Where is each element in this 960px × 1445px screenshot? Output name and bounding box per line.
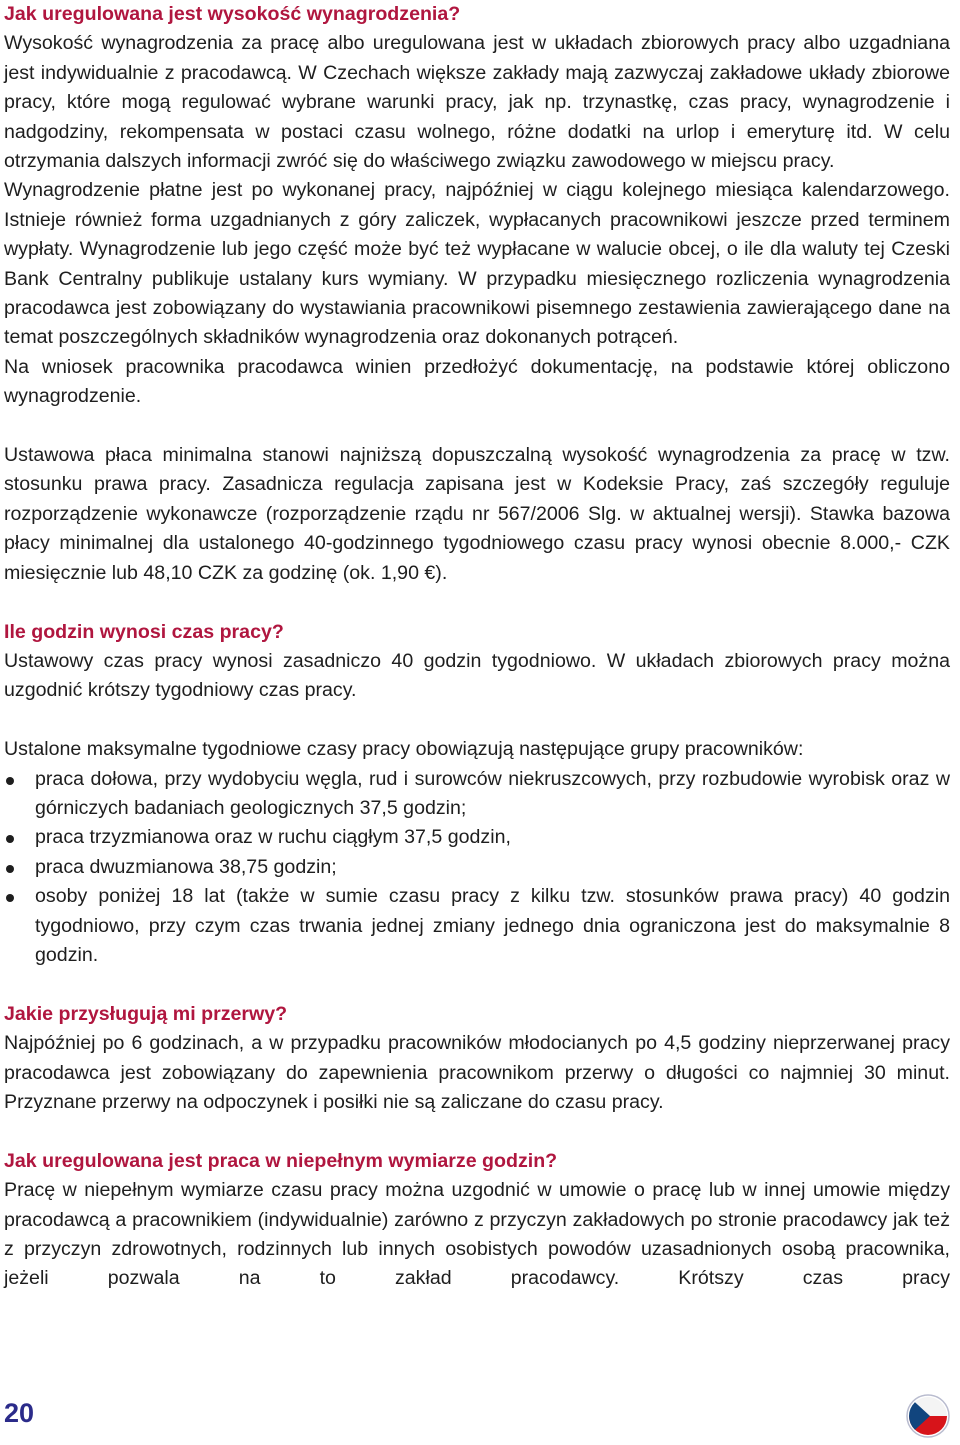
- heading-wage-regulation: Jak uregulowana jest wysokość wynagrodzenia?: [4, 3, 461, 25]
- heading-part-time: Jak uregulowana jest praca w niepełnym wymiarze godzin?: [4, 1149, 558, 1172]
- bullet-icon: [6, 835, 14, 843]
- paragraph-wage-agreements: Wysokość wynagrodzenia za pracę albo uregulowana jest w układach zbiorowych pracy albo uzgadniana jest indywidualnie z pracodawcą. W Czechach większe zakłady mają zazwyczaj zakładowe układy zbiorowe pracy, które mogą regulować wybrane warunki pracy, jak np. trzynastkę, czas pracy, wynagrodzenie i nadgodziny, rekompensata w postaci czasu wolnego, różne dodatki na urlop i emeryturę itd. W celu otrzymania dalszych informacji zwróć się do właściwego związku zawodowego w miejscu pracy.: [4, 32, 950, 173]
- page-number: 20: [4, 1398, 35, 1428]
- heading-working-hours: Ile godzin wynosi czas pracy?: [4, 620, 284, 643]
- paragraph-wage-documentation: Na wniosek pracownika pracodawca winien przedłożyć dokumentację, na podstawie której obliczono wynagrodzenie.: [4, 355, 950, 408]
- paragraph-wage-payment: Wynagrodzenie płatne jest po wykonanej pracy, najpóźniej w ciągu kolejnego miesiąca kalendarzowego. Istnieje również forma uzgadnianych z góry zaliczek, wypłacanych pracownikowi jeszcze przed terminem wypłaty. Wynagrodzenie lub jego część może być też wypłacane w walucie obcej, o ile dla waluty tej Czeski Bank Centralny publikuje ustalany kurs wymiany. W przypadku miesięcznego rozliczenia wynagrodzenia pracodawca jest zobowiązany do wystawiania pracownikowi pisemnego zestawienia zawierającego dane na temat poszczególnych składników wynagrodzenia oraz dokonanych potrąceń.: [4, 179, 950, 349]
- paragraph-minimum-wage: Ustawowa płaca minimalna stanowi najniższą dopuszczalną wysokość wynagrodzenia za pracę w tzw. stosunku prawa pracy. Zasadnicza regulacja zapisana jest w Kodeksie Pracy, zaś szczegóły reguluje rozporządzenie wykonawcze (rozporządzenie rządu nr 567/2006 Slg. w aktualnej wersji). Stawka bazowa płacy minimalnej dla ustalonego 40-godzinnego tygodniowego czasu pracy wynosi obecnie 8.000,- CZK miesięcznie lub 48,10 CZK za godzinę (ok. 1,90 €).: [4, 444, 950, 584]
- list-item: praca trzyzmianowa oraz w ruchu ciągłym 37,5 godzin,: [4, 823, 950, 852]
- paragraph-max-hours-intro: Ustalone maksymalne tygodniowe czasy pracy obowiązują następujące grupy pracowników:: [4, 738, 804, 761]
- czech-flag-icon: [906, 1394, 950, 1438]
- list-item: praca dwuzmianowa 38,75 godzin;: [4, 853, 950, 882]
- spacer: [4, 412, 950, 441]
- list-item: osoby poniżej 18 lat (także w sumie czasu pracy z kilku tzw. stosunków prawa pracy) 40 godzin tygodniowo, przy czym czas trwania jednej zmiany jednego dnia ograniczona jest do maksymalnie 8 godzin.: [4, 882, 950, 970]
- spacer: [4, 1117, 950, 1146]
- document-page: [4, 0, 950, 1294]
- bullet-icon: [6, 777, 14, 785]
- spacer: [4, 706, 950, 735]
- bullet-list-worker-groups: [4, 765, 950, 971]
- list-item: praca dołowa, przy wydobyciu węgla, rud i surowców niekruszcowych, przy rozbudowie wyrobisk oraz w górniczych badaniach geologicznych 37,5 godzin;: [4, 765, 950, 824]
- spacer: [4, 588, 950, 617]
- heading-breaks: Jakie przysługują mi przerwy?: [4, 1002, 288, 1025]
- spacer: [4, 970, 950, 999]
- paragraph-statutory-hours: Ustawowy czas pracy wynosi zasadniczo 40 godzin tygodniowo. W układach zbiorowych pracy można uzgodnić krótszy tygodniowy czas pracy.: [4, 649, 950, 702]
- bullet-icon: [6, 894, 14, 902]
- paragraph-part-time: Pracę w niepełnym wymiarze czasu pracy można uzgodnić w umowie o pracę lub w innej umowie między pracodawcą a pracownikiem (indywidualnie) zarówno z przyczyn zakładowych po stronie pracodawcy jak też z przyczyn zdrowotnych, rodzinnych lub innych osobistych powodów uzasadnionych osobą pracownika, jeżeli pozwala na to zakład pracodawcy. Krótszy czas pracy: [4, 1179, 950, 1290]
- paragraph-breaks: Najpóźniej po 6 godzinach, a w przypadku pracowników młodocianych po 4,5 godziny nieprzerwanej pracy pracodawca jest zobowiązany do zapewnienia pracownikom przerwy o długości co najmniej 30 minut. Przyznane przerwy na odpoczynek i posiłki nie są zaliczane do czasu pracy.: [4, 1032, 950, 1113]
- bullet-icon: [6, 865, 14, 873]
